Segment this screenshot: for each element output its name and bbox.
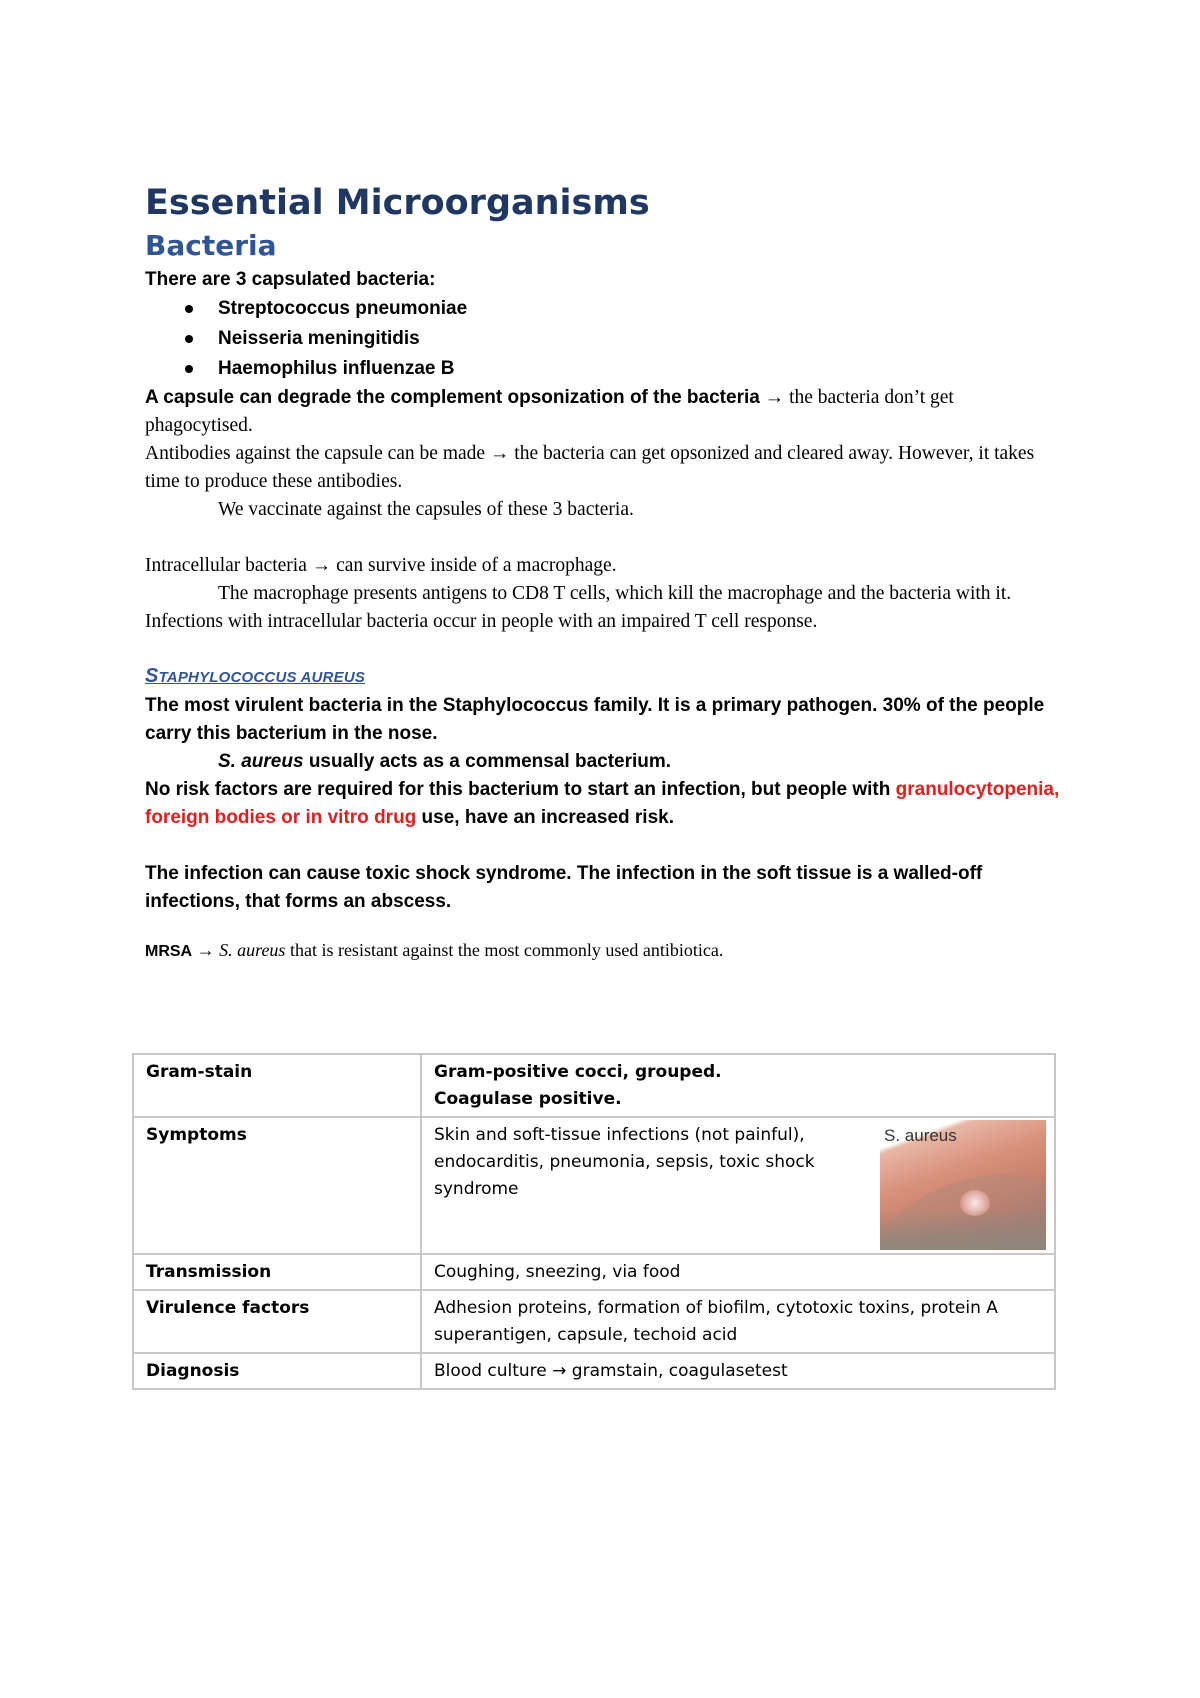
section-heading-staph: STAPHYLOCOCCUS AUREUS bbox=[145, 665, 366, 687]
table-cell-value: Coughing, sneezing, via food bbox=[421, 1254, 1055, 1290]
table-cell-value: Adhesion proteins, formation of biofilm, cytotoxic toxins, protein A superantigen, capsule, techoid acid bbox=[421, 1290, 1055, 1353]
table-row bbox=[133, 1254, 1055, 1290]
capsule-paragraph: A capsule can degrade the complement opsonization of the bacteria → the bacteria don’t get phagocytised. bbox=[145, 387, 954, 436]
table-row bbox=[133, 1117, 1055, 1254]
section-heading-bacteria: Bacteria bbox=[145, 229, 277, 262]
photo-caption: S. aureus bbox=[884, 1126, 957, 1145]
table-cell-value: Blood culture → gramstain, coagulasetest bbox=[421, 1353, 1055, 1389]
table-cell-value: S. aureus Skin and soft-tissue infections (not painful), endocarditis, pneumonia, sepsis, toxic shock syndrome bbox=[421, 1117, 1055, 1254]
table-cell-value: Gram-positive cocci, grouped. Coagulase positive. bbox=[421, 1054, 1055, 1117]
capsulated-list bbox=[145, 294, 1065, 384]
table-row bbox=[133, 1054, 1055, 1117]
impaired-tcell-paragraph: Infections with intracellular bacteria occur in people with an impaired T cell response. bbox=[145, 611, 818, 632]
bullet-icon bbox=[185, 365, 193, 373]
list-item: Streptococcus pneumoniae bbox=[145, 294, 1065, 324]
commensal-paragraph: S. aureus usually acts as a commensal bacterium. bbox=[218, 751, 672, 772]
bullet-icon bbox=[185, 335, 193, 343]
risk-factors-highlight: granulocytopenia, foreign bodies or in vitro drug bbox=[145, 779, 1060, 828]
table-cell-label: Virulence factors bbox=[133, 1290, 421, 1353]
document-body bbox=[145, 180, 1065, 966]
risk-factors-paragraph: No risk factors are required for this bacterium to start an infection, but people with granulocytopenia, foreign bodies or in vitro drug use, have an increased risk. bbox=[145, 779, 1060, 828]
s-aureus-photo bbox=[880, 1120, 1046, 1250]
mrsa-paragraph: MRSA → S. aureus that is resistant against the most commonly used antibiotica. bbox=[145, 940, 724, 960]
vaccine-paragraph: We vaccinate against the capsules of these 3 bacteria. bbox=[218, 499, 634, 520]
intracellular-paragraph: Intracellular bacteria → can survive inside of a macrophage. bbox=[145, 555, 617, 576]
staph-description: The most virulent bacteria in the Staphylococcus family. It is a primary pathogen. 30% of the people carry this bacterium in the nose. bbox=[145, 695, 1045, 744]
page-title: Essential Microorganisms bbox=[145, 183, 650, 223]
table-cell-label: Diagnosis bbox=[133, 1353, 421, 1389]
capsulated-intro: There are 3 capsulated bacteria: bbox=[145, 269, 436, 290]
macrophage-paragraph: The macrophage presents antigens to CD8 T cells, which kill the macrophage and the bacteria with it. bbox=[218, 583, 1012, 604]
table-cell-label: Transmission bbox=[133, 1254, 421, 1290]
table-row bbox=[133, 1290, 1055, 1353]
list-item: Neisseria meningitidis bbox=[145, 324, 1065, 354]
toxic-shock-paragraph: The infection can cause toxic shock syndrome. The infection in the soft tissue is a walled-off infections, that forms an abscess. bbox=[145, 863, 983, 912]
table-row bbox=[133, 1353, 1055, 1389]
table-cell-label: Gram-stain bbox=[133, 1054, 421, 1117]
bullet-icon bbox=[185, 305, 193, 313]
table-cell-label: Symptoms bbox=[133, 1117, 421, 1254]
antibodies-paragraph: Antibodies against the capsule can be made → the bacteria can get opsonized and cleared away. However, it takes time to produce these antibodies. bbox=[145, 443, 1035, 492]
staph-info-table bbox=[132, 1053, 1056, 1390]
list-item: Haemophilus influenzae B bbox=[145, 354, 1065, 384]
